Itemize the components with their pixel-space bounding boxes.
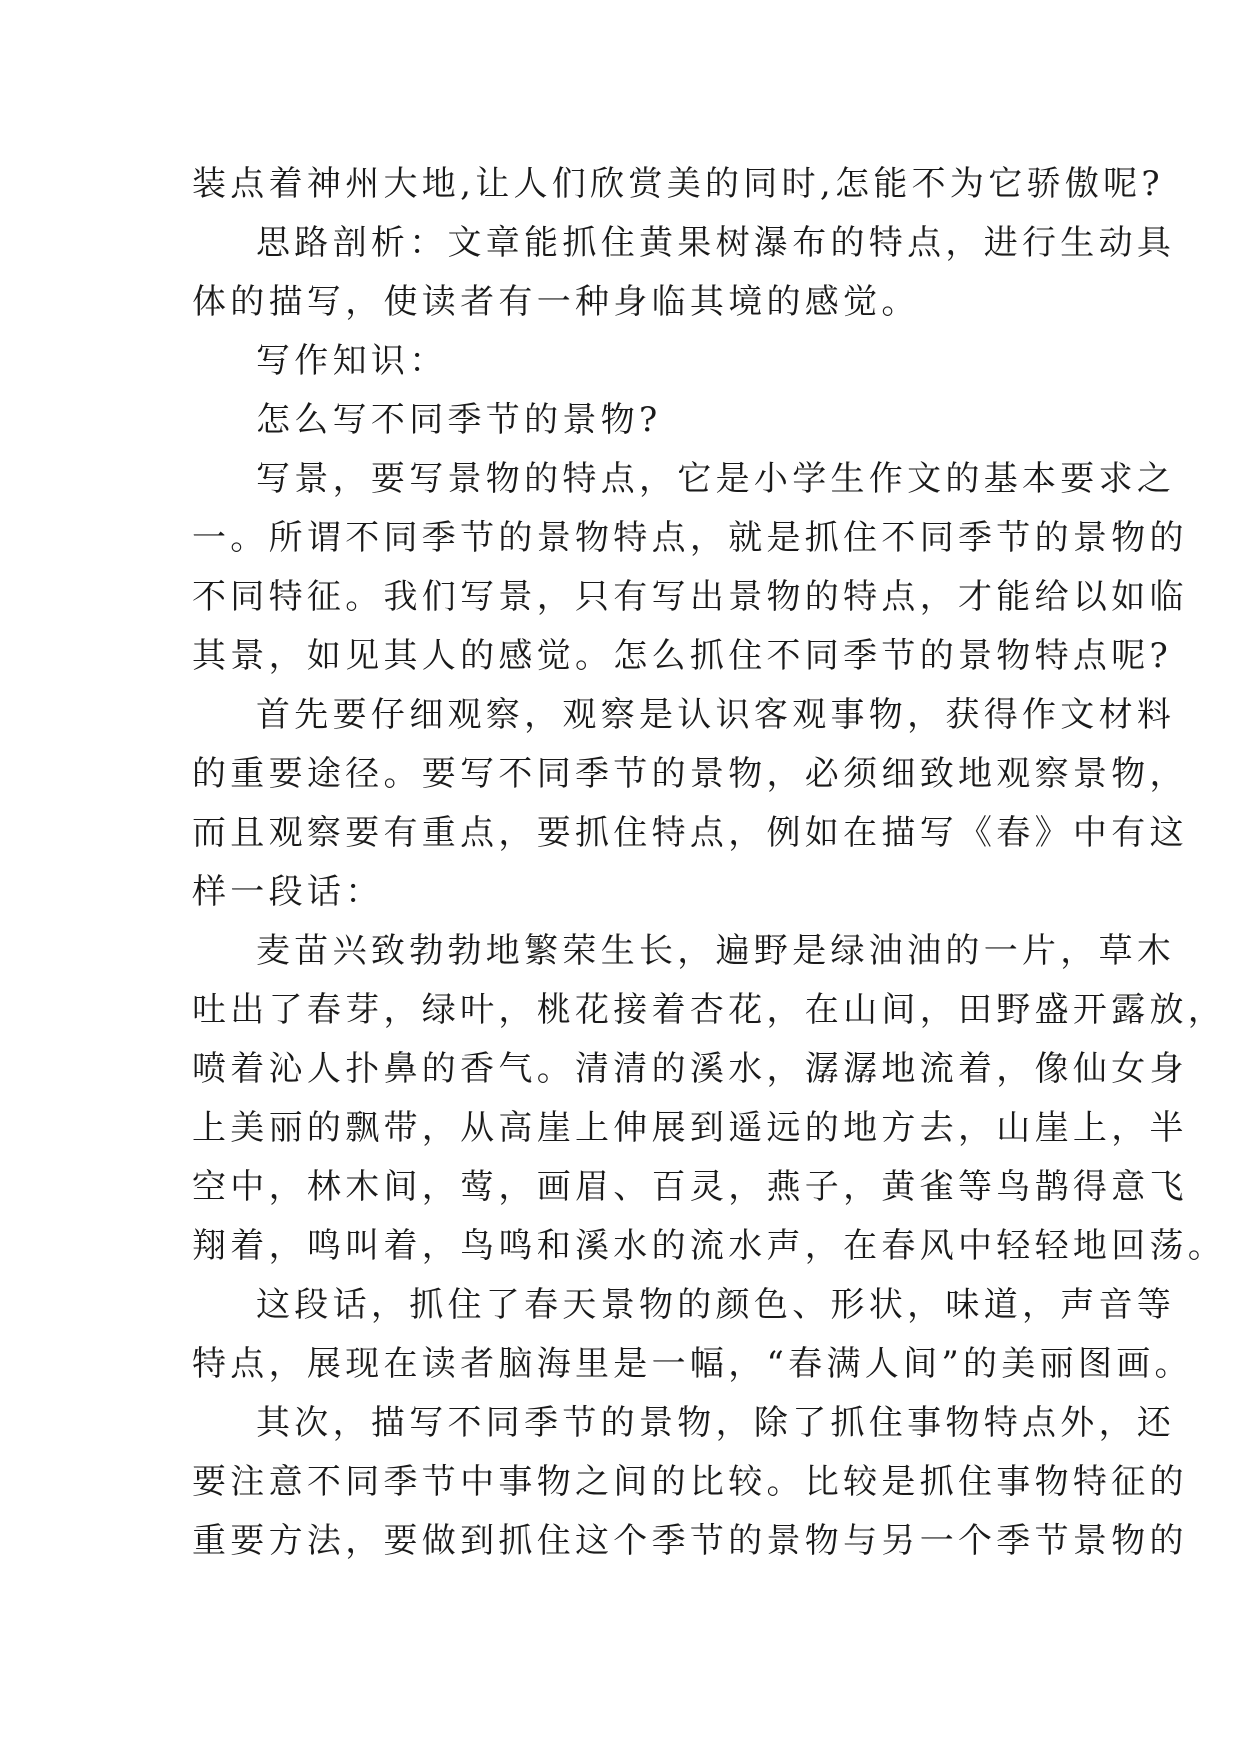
text-line: 吐出了春芽，绿叶，桃花接着杏花，在山间，田野盛开露放， [192, 990, 1227, 1030]
text-line: 写作知识： [256, 341, 448, 381]
text-line: 体的描写，使读者有一种身临其境的感觉。 [192, 282, 920, 322]
text-line: 其景，如见其人的感觉。怎么抓住不同季节的景物特点呢? [192, 636, 1173, 676]
text-line: 的重要途径。要写不同季节的景物，必须细致地观察景物， [192, 754, 1188, 794]
text-line: 空中，林木间，莺，画眉、百灵，燕子，黄雀等鸟鹊得意飞 [192, 1167, 1188, 1207]
text-line: 装点着神州大地,让人们欣赏美的同时,怎能不为它骄傲呢? [192, 164, 1164, 204]
text-line: 思路剖析：文章能抓住黄果树瀑布的特点，进行生动具 [256, 223, 1176, 263]
text-line: 重要方法，要做到抓住这个季节的景物与另一个季节景物的 [192, 1521, 1188, 1561]
text-line: 不同特征。我们写景，只有写出景物的特点，才能给以如临 [192, 577, 1188, 617]
text-line: 写景，要写景物的特点，它是小学生作文的基本要求之 [256, 459, 1176, 499]
text-line: 麦苗兴致勃勃地繁荣生长，遍野是绿油油的一片，草木 [256, 931, 1176, 971]
text-line: 怎么写不同季节的景物? [256, 400, 662, 440]
text-line: 喷着沁人扑鼻的香气。清清的溪水，潺潺地流着，像仙女身 [192, 1049, 1188, 1089]
text-line: 而且观察要有重点，要抓住特点，例如在描写《春》中有这 [192, 813, 1188, 853]
text-line: 样一段话： [192, 872, 384, 912]
text-line: 翔着，鸣叫着，鸟鸣和溪水的流水声，在春风中轻轻地回荡。 [192, 1226, 1227, 1266]
text-line: 首先要仔细观察，观察是认识客观事物，获得作文材料 [256, 695, 1176, 735]
text-line: 一。所谓不同季节的景物特点，就是抓住不同季节的景物的 [192, 518, 1188, 558]
text-line: 上美丽的飘带，从高崖上伸展到遥远的地方去，山崖上，半 [192, 1108, 1188, 1148]
text-line: 特点，展现在读者脑海里是一幅，“春满人间”的美丽图画。 [192, 1344, 1193, 1384]
text-line: 其次，描写不同季节的景物，除了抓住事物特点外，还 [256, 1403, 1176, 1443]
text-line: 这段话，抓住了春天景物的颜色、形状，味道，声音等 [256, 1285, 1176, 1325]
text-line: 要注意不同季节中事物之间的比较。比较是抓住事物特征的 [192, 1462, 1188, 1502]
